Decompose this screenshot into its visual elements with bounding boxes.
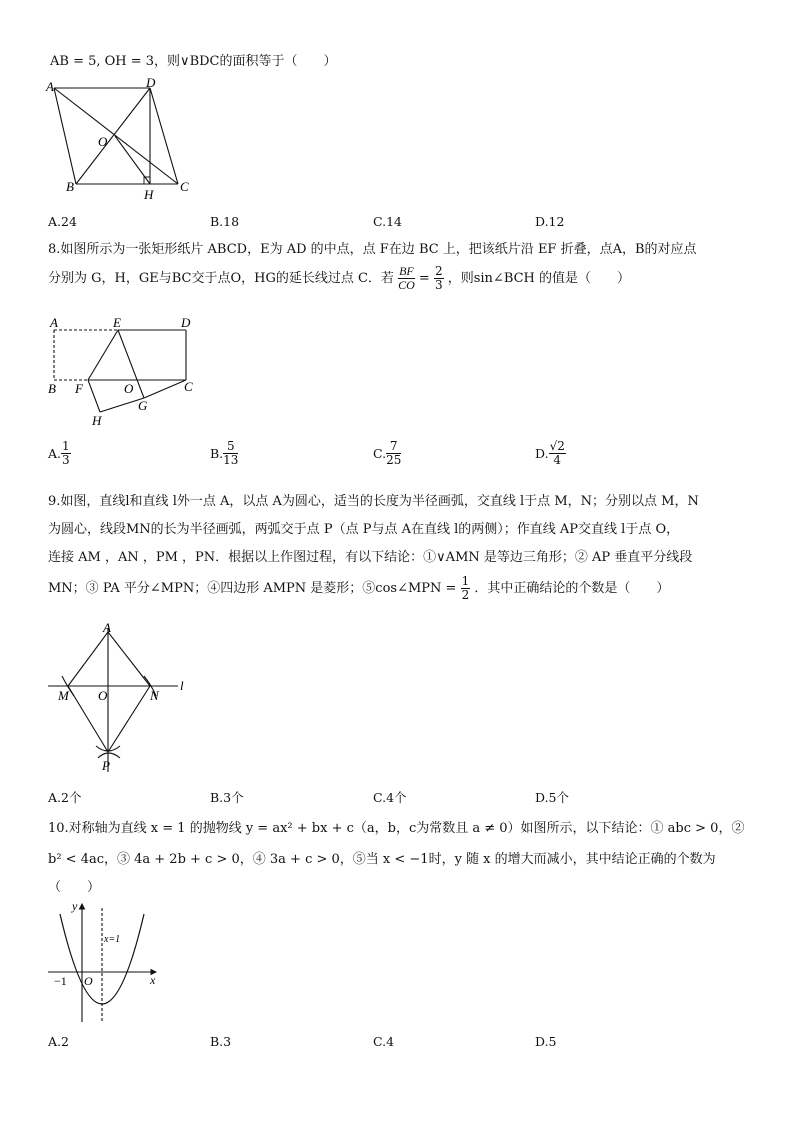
- q8-label-B: B: [48, 381, 56, 396]
- q8-option-b-fraction: [223, 440, 238, 467]
- q10-option-d[interactable]: D.5: [535, 1034, 557, 1049]
- q8-stem-line2-post: ，则sin∠BCH 的值是（ ）: [447, 271, 631, 286]
- q9-stem-line4-pre: MN；③ PA 平分∠MPN；④四边形 AMPN 是菱形；⑤cos∠MPN =: [48, 581, 457, 596]
- q8-label-G: G: [138, 398, 148, 413]
- q8-option-a-prefix: A.: [48, 446, 62, 461]
- q8-stem-line1: 8.如图所示为一张矩形纸片 ABCD，E为 AD 的中点，点 F在边 BC 上，把该纸片沿 EF 折叠，点A，B的对应点: [48, 242, 697, 257]
- q8-option-a-num: 1: [62, 439, 70, 453]
- q10-label-origin: O: [84, 974, 93, 988]
- q10-label-axis-of-symmetry: x=1: [104, 934, 121, 945]
- q8-option-d-num: √2: [549, 439, 565, 453]
- q8-option-b-num: 5: [223, 440, 238, 454]
- q7-label-O: O: [98, 134, 108, 149]
- q9-label-M: M: [58, 688, 69, 703]
- q7-option-d[interactable]: D.12: [535, 214, 565, 229]
- q8-option-a-den: 3: [62, 453, 70, 467]
- q8-label-O: O: [124, 381, 134, 396]
- q7-label-D: D: [146, 78, 156, 90]
- q7-figure-parallelogram: [40, 78, 200, 203]
- q8-option-d[interactable]: [535, 440, 566, 467]
- q8-ratio-denominator: CO: [398, 278, 415, 292]
- q9-option-a[interactable]: A.2个: [48, 790, 82, 805]
- q7-option-c[interactable]: C.14: [373, 214, 402, 229]
- q10-label-x: x: [150, 973, 156, 987]
- q8-ratio-fraction: [398, 265, 415, 292]
- q9-label-N: N: [150, 688, 159, 703]
- q8-option-b[interactable]: [210, 440, 238, 467]
- q10-option-c[interactable]: C.4: [373, 1034, 395, 1049]
- q7-option-a[interactable]: A.24: [48, 214, 77, 229]
- q9-stem-line1: 9.如图，直线l和直线 l外一点 A，以点 A为圆心，适当的长度为半径画弧，交直线 l于点 M，N；分别以点 M，N: [48, 494, 699, 509]
- q9-stem-line2: 为圆心，线段MN的长为半径画弧，两弧交于点 P（点 P与点 A在直线 l的两侧）；作直线 AP交直线 l于点 O，: [48, 522, 680, 537]
- q8-option-c-fraction: [386, 440, 401, 467]
- q10-label-y: y: [72, 899, 78, 913]
- q8-option-c-den: 25: [386, 453, 402, 467]
- q8-equals: =: [418, 271, 430, 286]
- q10-figure-parabola: [40, 898, 170, 1028]
- q7-label-B: B: [66, 179, 74, 194]
- q9-cos-numerator: 1: [461, 574, 470, 588]
- q7-label-A: A: [46, 79, 54, 94]
- q10-stem-line2: b² < 4ac，③ 4a + 2b + c > 0，④ 3a + c > 0，⑤当 x < −1时，y 随 x 的增大而减小，其中结论正确的个数为: [48, 852, 716, 867]
- q9-cos-fraction: [461, 575, 471, 602]
- q7-option-b[interactable]: B.18: [210, 214, 240, 229]
- q8-option-d-den: 4: [553, 453, 562, 467]
- q8-option-c-num: 7: [386, 440, 401, 454]
- q8-value-fraction: [434, 265, 444, 292]
- q9-stem-line4-post: ．其中正确结论的个数是（ ）: [474, 581, 670, 596]
- q8-option-d-fraction: [549, 440, 566, 467]
- q8-option-a-fraction: [61, 440, 71, 467]
- q8-option-d-prefix: D.: [535, 446, 549, 461]
- q8-option-a[interactable]: [48, 440, 71, 467]
- q8-option-c-prefix: C.: [373, 446, 387, 461]
- q9-stem-line3: 连接 AM ，AN ，PM ，PN．根据以上作图过程，有以下结论：①∨AMN 是等边三角形；② AP 垂直平分线段: [48, 550, 693, 565]
- q8-stem-line2-pre: 分别为 G，H，GE与BC交于点O，HG的延长线过点 C．若: [48, 271, 394, 286]
- q9-stem-line4: [48, 575, 669, 602]
- q10-stem-line3: （ ）: [48, 880, 101, 895]
- q8-label-C: C: [184, 379, 193, 394]
- q9-label-l: l: [180, 678, 184, 693]
- q9-label-A: A: [103, 620, 111, 635]
- q8-label-F: F: [75, 381, 83, 396]
- q9-cos-denominator: 2: [461, 588, 470, 602]
- q8-label-D: D: [181, 315, 191, 330]
- q8-label-E: E: [113, 315, 121, 330]
- q8-option-b-prefix: B.: [210, 446, 224, 461]
- q10-option-b[interactable]: B.3: [210, 1034, 232, 1049]
- q9-label-P: P: [102, 758, 110, 773]
- q8-label-A: A: [50, 315, 58, 330]
- q8-label-H: H: [92, 413, 102, 428]
- q9-label-O: O: [98, 688, 108, 703]
- q8-figure-folding: [40, 312, 210, 432]
- q7-stem: AB = 5, OH = 3，则∨BDC的面积等于（ ）: [50, 54, 337, 69]
- q8-value-numerator: 2: [434, 264, 443, 278]
- q8-option-c[interactable]: [373, 440, 401, 467]
- q8-stem-line2: [48, 265, 630, 292]
- q10-option-a[interactable]: A.2: [48, 1034, 69, 1049]
- q9-option-b[interactable]: B.3个: [210, 790, 244, 805]
- q8-option-b-den: 13: [223, 453, 239, 467]
- q8-ratio-numerator: BF: [399, 264, 414, 278]
- q7-label-C: C: [180, 179, 189, 194]
- q10-label-neg1: −1: [54, 974, 67, 988]
- q9-option-c[interactable]: C.4个: [373, 790, 407, 805]
- q10-stem-line1: 10.对称轴为直线 x = 1 的抛物线 y = ax² + bx + c（a，b，c为常数且 a ≠ 0）如图所示，以下结论：① abc > 0，②: [48, 821, 745, 836]
- q7-label-H: H: [144, 187, 154, 202]
- q8-value-denominator: 3: [434, 278, 443, 292]
- q9-option-d[interactable]: D.5个: [535, 790, 570, 805]
- q9-figure-construction: [40, 620, 200, 780]
